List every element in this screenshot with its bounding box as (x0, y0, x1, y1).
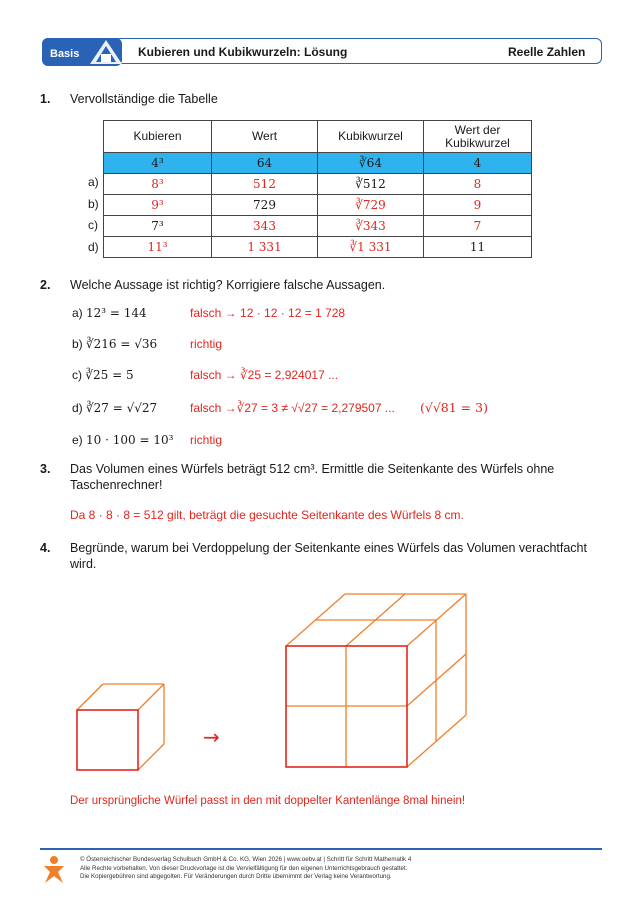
item-label: e) (72, 433, 83, 447)
q2-answer-d-extra: (√√81 = 3) (420, 400, 488, 415)
q2-answer-b: richtig (190, 337, 223, 351)
table-header: Kubieren (104, 121, 212, 153)
table-cell: 11 (424, 237, 532, 258)
row-label: b) (88, 197, 99, 211)
q2-item-b (72, 337, 157, 351)
item-label: d) (72, 401, 83, 415)
table-header: Wert der Kubikwurzel (424, 121, 532, 153)
q4-answer: Der ursprüngliche Würfel passt in den mit doppelter Kantenlänge 8mal hinein! (70, 795, 466, 807)
item-statement: ∛27 = √√27 (86, 401, 158, 415)
transform-arrow: → (203, 725, 220, 749)
q2-item-d (72, 401, 157, 415)
q2-answer-a: falsch → 12 · 12 · 12 = 1 728 (190, 306, 346, 320)
footer-divider (40, 848, 602, 850)
basis-logo (40, 36, 126, 68)
row-label: c) (88, 218, 98, 232)
table-row (104, 216, 532, 237)
table-cell: 9³ (104, 195, 212, 216)
table-cell: 343 (212, 216, 318, 237)
q3-text-line1: Das Volumen eines Würfels beträgt 512 cm³. Ermittle die Seitenkante des Würfels ohne (70, 462, 555, 476)
table-cell: 8³ (104, 174, 212, 195)
small-cube (77, 684, 164, 770)
table-cell: 7³ (104, 216, 212, 237)
q3-number: 3. (40, 462, 51, 476)
footer-copyright (80, 856, 411, 882)
row-label: d) (88, 240, 99, 254)
table-header: Wert (212, 121, 318, 153)
item-statement: 12³ = 144 (86, 306, 147, 320)
publisher-logo-icon (40, 855, 68, 885)
table-cell: ∛729 (318, 195, 424, 216)
table-cell: 4 (424, 153, 532, 174)
q1-text: Vervollständige die Tabelle (70, 92, 218, 106)
table-cell: 4³ (104, 153, 212, 174)
cube-table (103, 120, 532, 258)
q2-number: 2. (40, 278, 51, 292)
worksheet-subject: Reelle Zahlen (508, 45, 586, 59)
table-cell: 11³ (104, 237, 212, 258)
table-cell: ∛64 (318, 153, 424, 174)
table-cell: 9 (424, 195, 532, 216)
table-cell: 1 331 (212, 237, 318, 258)
logo-text: Basis (50, 48, 80, 60)
table-cell: 64 (212, 153, 318, 174)
item-label: a) (72, 306, 83, 320)
item-statement: ∛25 = 5 (85, 368, 134, 382)
item-statement: 10 · 100 = 10³ (86, 433, 174, 447)
q2-text: Welche Aussage ist richtig? Korrigiere falsche Aussagen. (70, 278, 386, 292)
cube-illustration (0, 570, 640, 785)
q2-answer-d: falsch →∛27 = 3 ≠ √√27 = 2,279507 ... (190, 401, 395, 415)
footer-line: Alle Rechte vorbehalten. Von dieser Druckvorlage ist die Vervielfältigung für den eigenen Unterrichtsgebrauch gestattet. (80, 864, 408, 872)
q4-text-line1: Begründe, warum bei Verdoppelung der Seitenkante eines Würfels das Volumen verachtfacht (70, 541, 587, 555)
q2-answer-e: richtig (190, 433, 223, 447)
item-statement: ∛216 = √36 (86, 337, 158, 351)
table-row (104, 237, 532, 258)
large-cube (286, 594, 466, 767)
table-cell: 512 (212, 174, 318, 195)
q4-text-line2: wird. (70, 557, 97, 571)
q1-number: 1. (40, 92, 51, 106)
item-label: c) (72, 368, 82, 382)
item-label: b) (72, 337, 83, 351)
row-label: a) (88, 175, 99, 189)
q2-item-e (72, 433, 173, 447)
q2-answer-c: falsch → ∛25 = 2,924017 ... (190, 368, 339, 382)
q2-item-c (72, 368, 134, 382)
table-cell: 8 (424, 174, 532, 195)
q3-answer: Da 8 · 8 · 8 = 512 gilt, beträgt die gesuchte Seitenkante des Würfels 8 cm. (70, 508, 464, 522)
table-cell: ∛343 (318, 216, 424, 237)
worksheet-title: Kubieren und Kubikwurzeln: Lösung (138, 45, 348, 59)
table-example-row (104, 153, 532, 174)
q2-item-a (72, 306, 147, 320)
table-header: Kubikwurzel (318, 121, 424, 153)
footer-line: Die Kopiergebühren sind abgegolten. Für Veränderungen durch Dritte übernimmt der Verlag keine Verantwortung. (80, 873, 392, 880)
table-cell: 729 (212, 195, 318, 216)
table-row (104, 195, 532, 216)
q3-text-line2: Taschenrechner! (70, 478, 163, 492)
table-cell: ∛512 (318, 174, 424, 195)
table-cell: 7 (424, 216, 532, 237)
table-row (104, 174, 532, 195)
table-cell: ∛1 331 (318, 237, 424, 258)
footer-line: © Österreichischer Bundesverlag Schulbuch GmbH & Co. KG, Wien 2026 | www.oebv.at | Schritt für Schritt Mathematik 4 (80, 856, 412, 863)
q4-number: 4. (40, 541, 51, 555)
